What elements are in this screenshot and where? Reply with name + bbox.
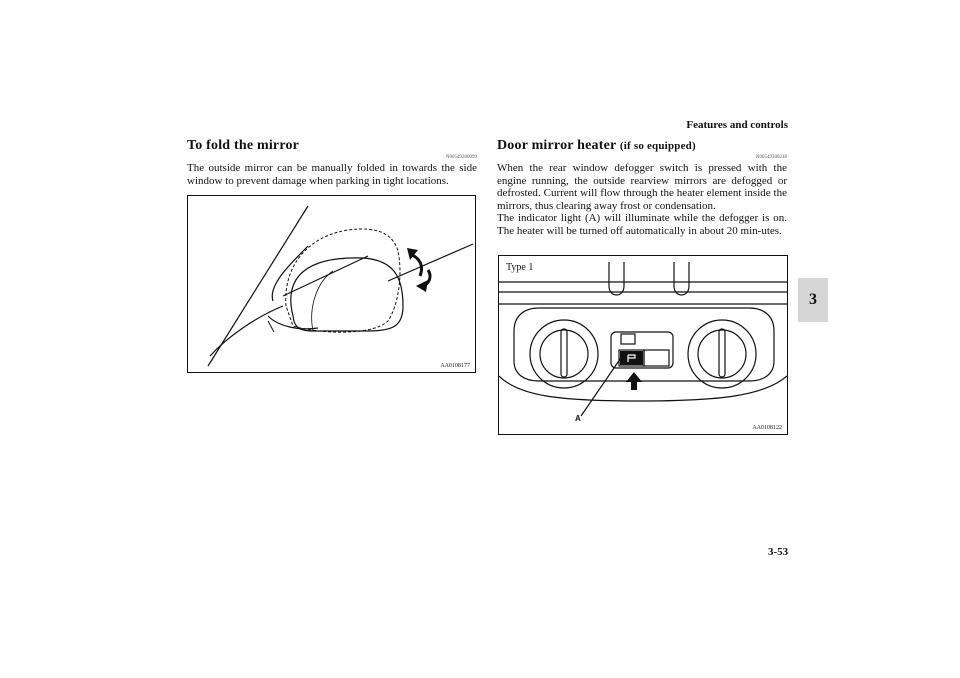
running-header: Features and controls <box>686 119 788 131</box>
section-text-1: When the rear window defogger switch is pressed with the engine running, the outside rearview mirrors are defogged or defrosted. Current will flow through the heater element inside the mirrors, thus clearing away frost or condensation. <box>497 162 787 212</box>
figure-code: AA0108122 <box>752 425 782 431</box>
section-code: N00549200099 <box>445 155 477 160</box>
dashboard-illustration <box>499 256 787 434</box>
section-text: The outside mirror can be manually folded in towards the side window to prevent damage when parking in tight locations. <box>187 162 477 187</box>
page-number: 3-53 <box>768 546 789 558</box>
mirror-illustration <box>188 196 475 372</box>
fold-mirror-section <box>187 138 477 187</box>
mirror-heater-section <box>497 138 787 238</box>
fold-mirror-figure <box>187 195 476 373</box>
figure-type-label: Type 1 <box>506 262 534 273</box>
section-code: N00549300218 <box>755 155 787 160</box>
defogger-switch-figure <box>498 255 788 435</box>
section-title: To fold the mirror <box>187 138 300 153</box>
chapter-tab: 3 <box>798 278 828 322</box>
section-title-main: Door mirror heater <box>497 138 617 153</box>
figure-code: AA0108177 <box>440 363 470 369</box>
section-text-2: The indicator light (A) will illuminate while the defogger is on. The heater will be turned off automatically in about 20 min-utes. <box>497 212 787 237</box>
section-title-suffix: (if so equipped) <box>619 140 696 152</box>
section-title <box>497 138 787 154</box>
indicator-a-label: A <box>575 414 581 423</box>
